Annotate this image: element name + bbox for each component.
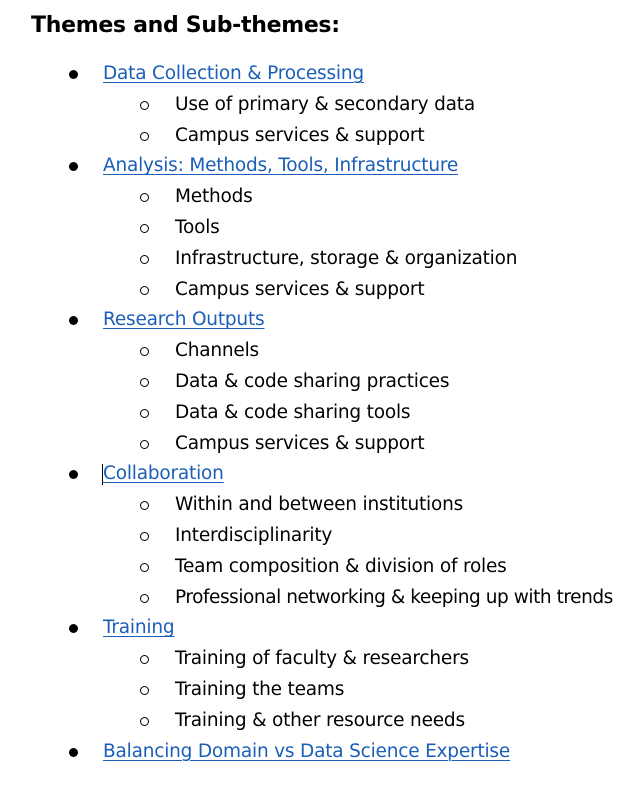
subtheme-item: [0, 121, 641, 152]
subtheme-text: Data & code sharing practices: [175, 370, 450, 392]
subthemes-list: [0, 644, 641, 736]
subtheme-item: [0, 336, 641, 367]
subtheme-item: [0, 90, 641, 121]
themes-list: [0, 59, 641, 767]
theme-item: [0, 459, 641, 613]
subtheme-text: Professional networking & keeping up with trends: [175, 586, 613, 608]
theme-item: [0, 59, 641, 151]
subtheme-item: [0, 367, 641, 398]
hollow-bullet-icon: [140, 132, 149, 141]
subtheme-text: Training & other resource needs: [175, 709, 465, 731]
subtheme-text: Campus services & support: [175, 278, 425, 300]
subtheme-item: [0, 213, 641, 244]
hollow-bullet-icon: [140, 594, 149, 603]
theme-item: [0, 151, 641, 305]
filled-bullet-icon: [69, 624, 78, 633]
theme-link-research-outputs[interactable]: Research Outputs: [103, 309, 265, 331]
hollow-bullet-icon: [140, 286, 149, 295]
subtheme-item: [0, 675, 641, 706]
subtheme-text: Infrastructure, storage & organization: [175, 247, 518, 269]
subtheme-item: [0, 706, 641, 737]
theme-link-training[interactable]: Training: [103, 617, 175, 639]
subtheme-item: [0, 398, 641, 429]
hollow-bullet-icon: [140, 717, 149, 726]
subtheme-text: Channels: [175, 340, 259, 362]
hollow-bullet-icon: [140, 563, 149, 572]
theme-row: [0, 459, 641, 490]
hollow-bullet-icon: [140, 193, 149, 202]
subtheme-item: [0, 490, 641, 521]
subtheme-text: Interdisciplinarity: [175, 524, 333, 546]
filled-bullet-icon: [69, 162, 78, 171]
subtheme-text: Use of primary & secondary data: [175, 93, 475, 115]
theme-row: [0, 305, 641, 336]
subthemes-list: [0, 336, 641, 459]
hollow-bullet-icon: [140, 101, 149, 110]
subtheme-text: Within and between institutions: [175, 494, 464, 516]
subtheme-item: [0, 521, 641, 552]
theme-link-analysis[interactable]: Analysis: Methods, Tools, Infrastructure: [103, 155, 459, 177]
subtheme-text: Team composition & division of roles: [175, 555, 507, 577]
hollow-bullet-icon: [140, 440, 149, 449]
subtheme-text: Training the teams: [175, 678, 345, 700]
filled-bullet-icon: [69, 470, 78, 479]
filled-bullet-icon: [69, 748, 78, 757]
subthemes-list: [0, 182, 641, 305]
subtheme-item: [0, 429, 641, 460]
hollow-bullet-icon: [140, 655, 149, 664]
filled-bullet-icon: [69, 70, 78, 79]
subtheme-text: Methods: [175, 186, 253, 208]
hollow-bullet-icon: [140, 224, 149, 233]
subtheme-item: [0, 644, 641, 675]
hollow-bullet-icon: [140, 255, 149, 264]
subtheme-text: Tools: [175, 216, 220, 238]
theme-link-data-collection[interactable]: Data Collection & Processing: [103, 63, 364, 84]
filled-bullet-icon: [69, 316, 78, 325]
subtheme-text: Campus services & support: [175, 124, 425, 146]
theme-link-collaboration[interactable]: Collaboration: [103, 463, 224, 485]
subtheme-text: Campus services & support: [175, 432, 425, 454]
subtheme-item: [0, 552, 641, 583]
hollow-bullet-icon: [140, 501, 149, 510]
subthemes-list: [0, 490, 641, 613]
theme-row: [0, 613, 641, 644]
hollow-bullet-icon: [140, 686, 149, 695]
hollow-bullet-icon: [140, 409, 149, 418]
subtheme-item: [0, 182, 641, 213]
subtheme-item: [0, 244, 641, 275]
theme-row: [0, 737, 641, 768]
theme-item: [0, 613, 641, 736]
hollow-bullet-icon: [140, 378, 149, 387]
page-title: Themes and Sub-themes:: [31, 13, 340, 38]
subtheme-text: Data & code sharing tools: [175, 401, 411, 423]
theme-row: [0, 151, 641, 182]
subtheme-text: Training of faculty & researchers: [175, 648, 469, 670]
theme-row: [0, 59, 641, 90]
hollow-bullet-icon: [140, 347, 149, 356]
subtheme-item: [0, 275, 641, 306]
hollow-bullet-icon: [140, 532, 149, 541]
theme-item: [0, 737, 641, 768]
subtheme-item: [0, 583, 641, 614]
subthemes-list: [0, 90, 641, 152]
theme-item: [0, 305, 641, 459]
theme-link-balancing-expertise[interactable]: Balancing Domain vs Data Science Expertise: [103, 740, 511, 762]
